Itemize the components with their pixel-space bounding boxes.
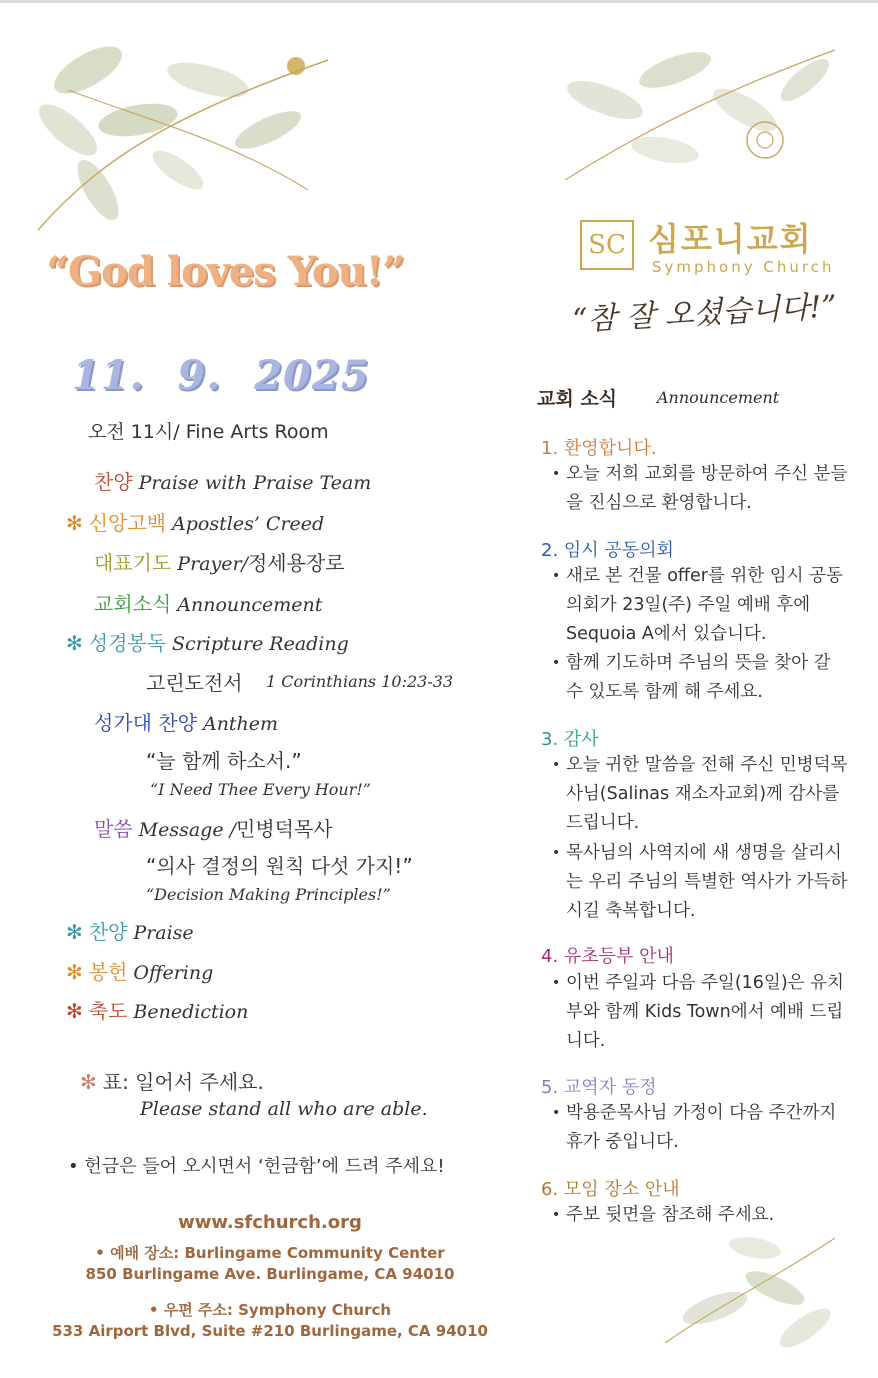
order-item [66, 627, 349, 656]
worship-place: • 예배 장소: Burlingame Community Center [95, 1244, 445, 1262]
announcement-bullet: • 새로 본 건물 offer를 위한 임시 공동의회가 23일(주) 주일 예배 후에 Sequoia A에서 있습니다. [552, 566, 843, 644]
order-item [66, 995, 248, 1024]
announcement-bullet: • 주보 뒷면을 참조해 주세요. [552, 1205, 775, 1225]
website-link[interactable]: www.sfchurch.org [178, 1212, 362, 1233]
announcement-bullet: • 함께 기도하며 주님의 뜻을 찾아 갈 수 있도록 함께 해 주세요. [552, 653, 831, 702]
order-item-suffix: 정세용장로 [247, 551, 345, 575]
order-item [66, 507, 324, 536]
leaf-decoration-icon [655, 1228, 845, 1348]
announcement-heading: 6. 모임 장소 안내 [541, 1179, 680, 1200]
order-item [88, 466, 371, 495]
announcement-heading: 2. 임시 공동의회 [541, 540, 674, 561]
order-item-ko: 성가대 찬양 [94, 711, 197, 735]
order-item-ko: 축도 [88, 999, 128, 1023]
announcement-heading: 1. 환영합니다. [541, 438, 657, 459]
order-item-ko: 봉헌 [88, 960, 128, 984]
stand-marker: ✻ [66, 511, 83, 535]
church-name-en: Symphony Church [652, 258, 835, 276]
order-item-en: Offering [133, 962, 214, 984]
mail-address: 533 Airport Blvd, Suite #210 Burlingame, CA 94010 [52, 1322, 488, 1340]
announcement-bullet: • 이번 주일과 다음 주일(16일)은 유치부와 함께 Kids Town에서 예배 드립니다. [552, 973, 844, 1051]
leaf-decoration-icon [28, 30, 348, 240]
scripture-ko: 고린도전서 [146, 671, 243, 695]
worship-address: 850 Burlingame Ave. Burlingame, CA 94010 [85, 1265, 455, 1283]
stand-marker: ✻ [66, 999, 83, 1023]
order-item [66, 916, 194, 945]
order-item-ko: 찬양 [88, 920, 128, 944]
anthem-title-ko: “늘 함께 하소서.” [146, 749, 302, 773]
stand-note-ko: 표: 일어서 주세요. [102, 1070, 264, 1094]
flower-decoration-icon [545, 30, 845, 210]
mail-place: • 우편 주소: Symphony Church [148, 1301, 392, 1319]
order-item-ko: 대표기도 [94, 551, 172, 575]
order-item-en: Praise [133, 922, 194, 944]
service-date: 11. 9. 2025 [72, 352, 370, 399]
order-item-en: Prayer/ [177, 553, 248, 575]
offering-note: • 헌금은 들어 오시면서 ‘헌금함’에 드려 주세요! [68, 1156, 445, 1177]
service-time-place: 오전 11시/ Fine Arts Room [88, 421, 329, 443]
order-item-ko: 신앙고백 [88, 511, 167, 535]
order-item [88, 707, 278, 736]
top-border [0, 0, 878, 3]
announcement-bullet: • 오늘 귀한 말씀을 전해 주신 민병덕목사님(Salinas 재소자교회)께 감사를 드립니다. [552, 755, 848, 833]
order-item-en: Anthem [202, 713, 279, 735]
order-item-en: Scripture Reading [172, 633, 349, 655]
announcement-bullet: • 박용준목사님 가정이 다음 주간까지 휴가 중입니다. [552, 1103, 837, 1152]
sermon-title-ko: “의사 결정의 원칙 다섯 가지!” [146, 854, 413, 878]
order-item-en: Praise with Praise Team [138, 472, 372, 494]
stand-marker: ✻ [66, 631, 83, 655]
order-item-ko: 교회소식 [94, 592, 172, 616]
page-title: “God loves You!” [46, 248, 405, 295]
announcement-bullet: • 목사님의 사역지에 새 생명을 살리시는 우리 주님의 특별한 역사가 가득하시길 축복합니다. [552, 843, 848, 921]
stand-marker: ✻ [80, 1070, 97, 1094]
order-item-ko: 말씀 [94, 817, 133, 841]
announcement-bullet: • 오늘 저희 교회를 방문하여 주신 분들을 진심으로 환영합니다. [552, 464, 848, 513]
order-item [66, 956, 213, 985]
announcement-heading: 5. 교역자 동정 [541, 1077, 657, 1098]
scripture-en: 1 Corinthians 10:23-33 [266, 672, 454, 691]
stand-marker: ✻ [66, 960, 83, 984]
order-item-en: Message / [138, 819, 237, 841]
order-item-ko: 찬양 [94, 470, 133, 494]
announcements-title: 교회 소식 [537, 388, 618, 410]
church-logo-mark: SC [580, 220, 634, 270]
stand-note [80, 1066, 264, 1095]
anthem-title-en: “I Need Thee Every Hour!” [150, 780, 371, 799]
church-name-ko: 심포니교회 [648, 220, 813, 258]
order-item-ko: 성경봉독 [88, 631, 167, 655]
sermon-title-en: “Decision Making Principles!” [146, 885, 391, 904]
order-item-en: Announcement [177, 594, 323, 616]
announcements-title-en: Announcement [657, 388, 780, 407]
order-item [88, 813, 333, 842]
order-item-suffix: 민병덕목사 [236, 817, 333, 841]
order-item [88, 547, 345, 576]
announcement-heading: 3. 감사 [541, 729, 599, 750]
welcome-message: “참 잘 오셨습니다!” [571, 289, 838, 338]
stand-note-en: Please stand all who are able. [140, 1098, 428, 1120]
order-item-en: Apostles’ Creed [172, 513, 325, 535]
announcement-heading: 4. 유초등부 안내 [541, 946, 674, 967]
stand-marker: ✻ [66, 920, 83, 944]
order-item [88, 588, 322, 617]
order-item-en: Benediction [133, 1001, 249, 1023]
